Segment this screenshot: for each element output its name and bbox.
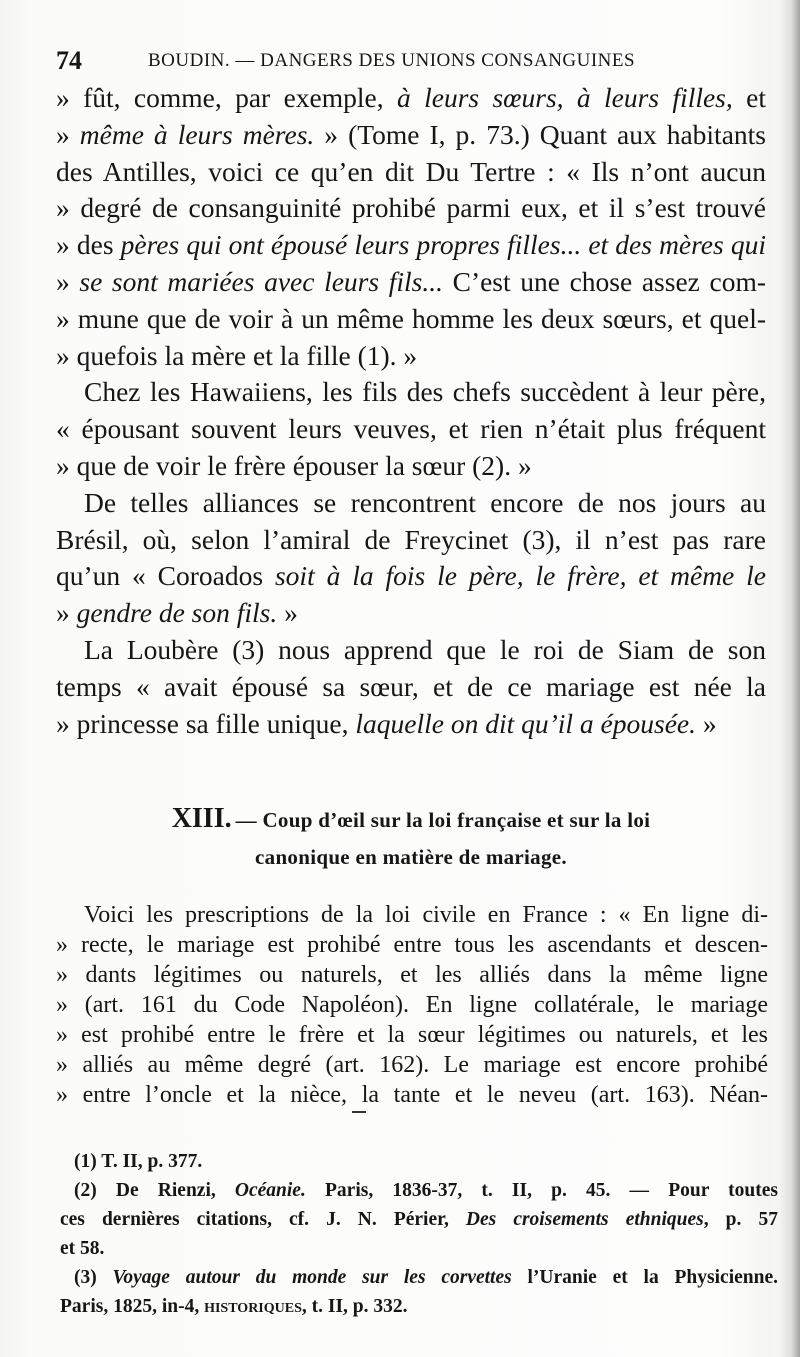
text-line: » recte, le mariage est prohibé entre tous les ascendants et descen- xyxy=(56,932,768,958)
section-title-line-1: — Coup d’œil sur la loi française et sur la loi xyxy=(235,808,651,832)
footnotes xyxy=(60,1147,778,1321)
text-line: qu’un « Coroados soit à la fois le père, le frère, et même le xyxy=(56,560,766,592)
main-text xyxy=(56,80,766,742)
text-line: » même à leurs mères. » (Tome I, p. 73.) Quant aux habitants xyxy=(56,118,766,150)
text-line: Voici les prescriptions de la loi civile en France : « En ligne di- xyxy=(84,902,768,928)
footnote-3: (3) Voyage autour du monde sur les corvettes l’Uranie et la Physicienne. xyxy=(74,1267,778,1288)
text-line: Chez les Hawaiiens, les fils des chefs succèdent à leur père, xyxy=(84,376,766,408)
text-line: » fût, comme, par exemple, à leurs sœurs, à leurs filles, et xyxy=(56,82,766,113)
text-line: Brésil, où, selon l’amiral de Freycinet (3), il n’est pas rare xyxy=(56,523,766,555)
page-header xyxy=(56,44,756,78)
footnote-3-cont: Paris, 1825, in-4, historiques, t. II, p. 332. xyxy=(60,1296,408,1317)
section-title-line-2: canonique en matière de mariage. xyxy=(255,845,567,869)
text-line: « épousant souvent leurs veuves, et rien n’était plus fréquent xyxy=(56,413,766,445)
text-line: » dants légitimes ou naturels, et les alliés dans la même ligne xyxy=(56,962,768,988)
section-heading xyxy=(56,800,766,876)
text-line: » quefois la mère et la fille (1). » xyxy=(56,339,418,371)
footnote-separator xyxy=(352,1111,366,1113)
page-number: 74 xyxy=(56,46,82,75)
running-head: BOUDIN. — DANGERS DES UNIONS CONSANGUINES xyxy=(148,50,636,71)
text-line: » alliés au même degré (art. 162). Le mariage est encore prohibé xyxy=(56,1052,768,1078)
footnote-2-end: et 58. xyxy=(60,1238,105,1259)
civil-law-paragraph xyxy=(56,900,768,1110)
footnote-2: (2) De Rienzi, Océanie. Paris, 1836-37, t. II, p. 45. — Pour toutes xyxy=(74,1180,778,1201)
text-line: » entre l’oncle et la nièce, la tante et le neveu (art. 163). Néan- xyxy=(56,1082,768,1108)
text-line: De telles alliances se rencontrent encore de nos jours au xyxy=(84,486,766,518)
text-line: » se sont mariées avec leurs fils... C’est une chose assez com- xyxy=(56,265,766,297)
text-line: » mune que de voir à un même homme les deux sœurs, et quel- xyxy=(56,302,766,334)
footnote-1: (1) T. II, p. 377. xyxy=(74,1151,203,1172)
text-line: » que de voir le frère épouser la sœur (2). » xyxy=(56,449,532,481)
text-line: » degré de consanguinité prohibé parmi eux, et il s’est trouvé xyxy=(56,192,766,224)
section-number: XIII. xyxy=(171,803,232,834)
text-line: La Loubère (3) nous apprend que le roi de Siam de son xyxy=(84,633,766,665)
text-line: » (art. 161 du Code Napoléon). En ligne collatérale, le mariage xyxy=(56,992,768,1018)
text-line: » est prohibé entre le frère et la sœur légitimes ou naturels, et les xyxy=(56,1022,768,1048)
text-line: » des pères qui ont épousé leurs propres filles... et des mères qui xyxy=(56,229,766,261)
text-line: des Antilles, voici ce qu’en dit Du Tertre : « Ils n’ont aucun xyxy=(56,155,766,187)
text-line: temps « avait épousé sa sœur, et de ce mariage est née la xyxy=(56,670,766,702)
footnote-2-cont: ces dernières citations, cf. J. N. Périer, Des croisements ethniques, p. 57 xyxy=(60,1209,778,1230)
text-line: » princesse sa fille unique, laquelle on dit qu’il a épousée. » xyxy=(56,707,717,739)
page-binding-shadow xyxy=(778,0,800,1357)
text-line: » gendre de son fils. » xyxy=(56,597,298,629)
